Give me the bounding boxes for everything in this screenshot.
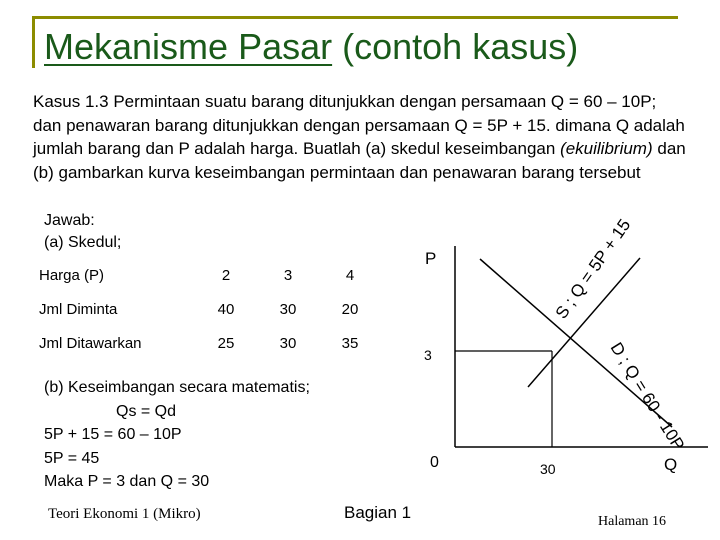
- cell: 2: [221, 266, 231, 284]
- problem-text: Kasus 1.3 Permintaan suatu barang ditunjukkan dengan persamaan Q = 60 – 10P; dan penawaran barang ditunjukkan dengan persamaan Q = 5P + 15. dimana Q adalah jumlah barang dan P adalah harga. Buatlah (a) skedul keseimbangan: [33, 92, 685, 158]
- cell: 30: [279, 334, 297, 352]
- footer-section: Bagian 1: [344, 503, 412, 522]
- cell: 30: [279, 300, 297, 318]
- cell: 20: [341, 300, 359, 318]
- answer-schedule-label: (a) Skedul;: [44, 234, 122, 251]
- math-line1: Qs = Qd: [116, 402, 177, 420]
- cell: 35: [341, 334, 359, 352]
- cell: 4: [345, 266, 355, 284]
- problem-italic: (ekuilibrium): [560, 139, 653, 158]
- y-axis-label: P: [425, 249, 437, 268]
- demand-label: D ; Q = 60 - 10P: [606, 339, 689, 454]
- problem-text-after: dan (b) gambarkan kurva keseimbangan permintaan dan penawaran barang tersebut: [33, 139, 686, 182]
- x-axis-label: Q: [664, 455, 678, 474]
- cell: 25: [217, 334, 235, 352]
- math-heading: (b) Keseimbangan secara matematis;: [44, 379, 310, 396]
- supply-label: S ; Q = 5P + 15: [551, 215, 635, 323]
- math-line2: 5P + 15 = 60 – 10P: [44, 426, 182, 443]
- footer-course: Teori Ekonomi 1 (Mikro): [48, 506, 201, 522]
- cell: 3: [283, 266, 293, 284]
- row-label: Jml Diminta: [39, 300, 118, 318]
- q-tick-label: 30: [540, 461, 556, 477]
- cell: 40: [217, 300, 235, 318]
- origin-label: 0: [430, 454, 439, 471]
- math-line3: 5P = 45: [44, 449, 100, 467]
- footer-page: Halaman 16: [598, 514, 667, 529]
- answer-jawab: Jawab:: [44, 212, 95, 229]
- row-label: Jml Ditawarkan: [39, 334, 142, 352]
- page-title-rest: (contoh kasus): [332, 26, 579, 67]
- p-tick-label: 3: [424, 347, 432, 363]
- math-line4: Maka P = 3 dan Q = 30: [44, 473, 210, 490]
- page-title-underlined: Mekanisme Pasar: [44, 26, 333, 67]
- row-label: Harga (P): [39, 266, 105, 284]
